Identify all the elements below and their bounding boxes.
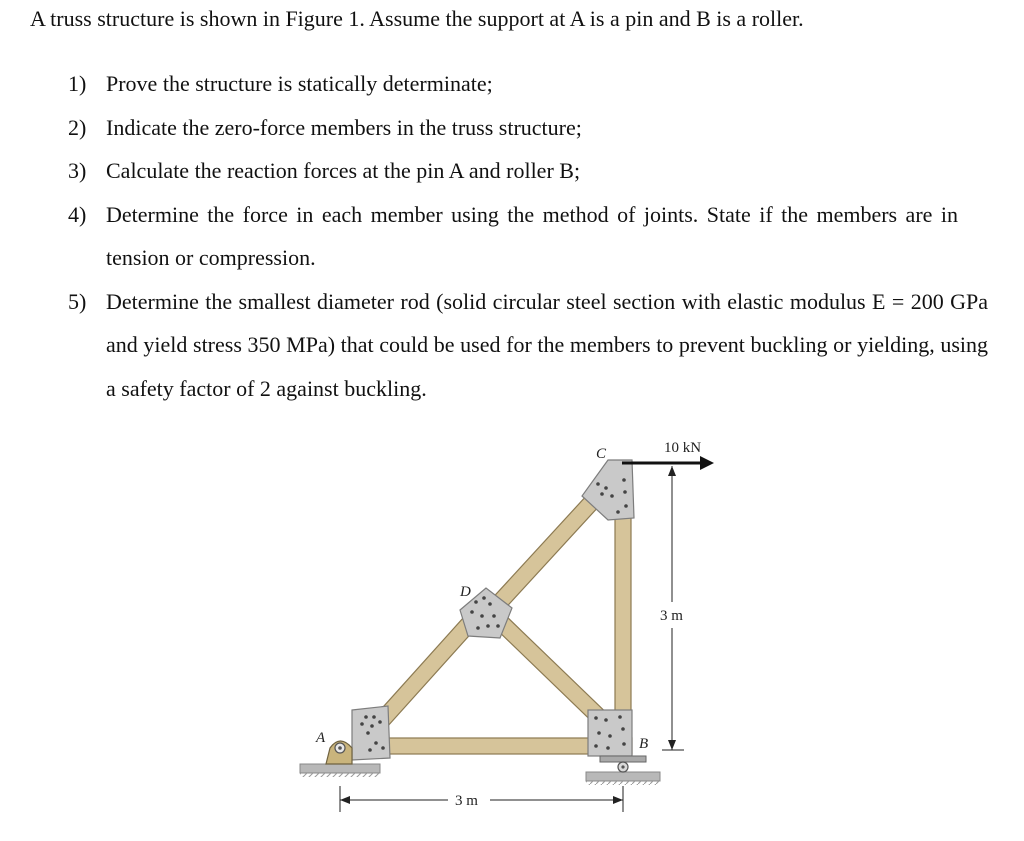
truss-figure [290,430,730,830]
load-label: 10 kN [664,440,702,456]
label-a: A [316,730,326,746]
question-number: 2) [68,114,87,140]
span-label: 3 m [455,793,478,809]
question-text: Indicate the zero-force members in the truss structure; [106,114,582,140]
question-number: 3) [68,158,87,183]
roller-support-b [600,756,646,772]
question-text: Calculate the reaction forces at the pin A and roller B; [106,158,581,183]
gusset-plate-b [588,710,632,756]
member-bc [615,484,631,744]
question-5 [68,280,988,411]
gusset-plate-a [352,706,390,760]
label-d: D [460,584,471,600]
question-list [68,62,988,410]
ground-a [300,764,380,777]
question-number: 1) [68,71,87,96]
question-text: Determine the force in each member using the method of joints. State if the members are in tension or compression. [106,201,958,270]
question-text: Determine the smallest diameter rod (solid circular steel section with elastic modulus E = 200 GPa and yield stress 350 MPa) that could be used for the members to prevent buckling or yielding, using a safety factor of 2 against buckling. [106,288,988,401]
truss-diagram [290,430,730,830]
question-text: Prove the structure is statically determinate; [106,71,493,96]
label-b: B [639,736,649,752]
question-2 [68,106,988,150]
question-number: 5) [68,288,87,314]
intro-text: A truss structure is shown in Figure 1. Assume the support at A is a pin and B is a roller. [30,6,804,31]
question-1 [68,62,988,106]
load-arrow [622,456,714,470]
question-4 [68,193,988,280]
question-3 [68,149,988,193]
span-dimension [340,786,623,812]
ground-b [586,772,660,785]
label-c: C [596,446,607,462]
pin-support-a [326,741,352,764]
question-number: 4) [68,201,87,227]
height-label: 3 m [660,608,683,624]
